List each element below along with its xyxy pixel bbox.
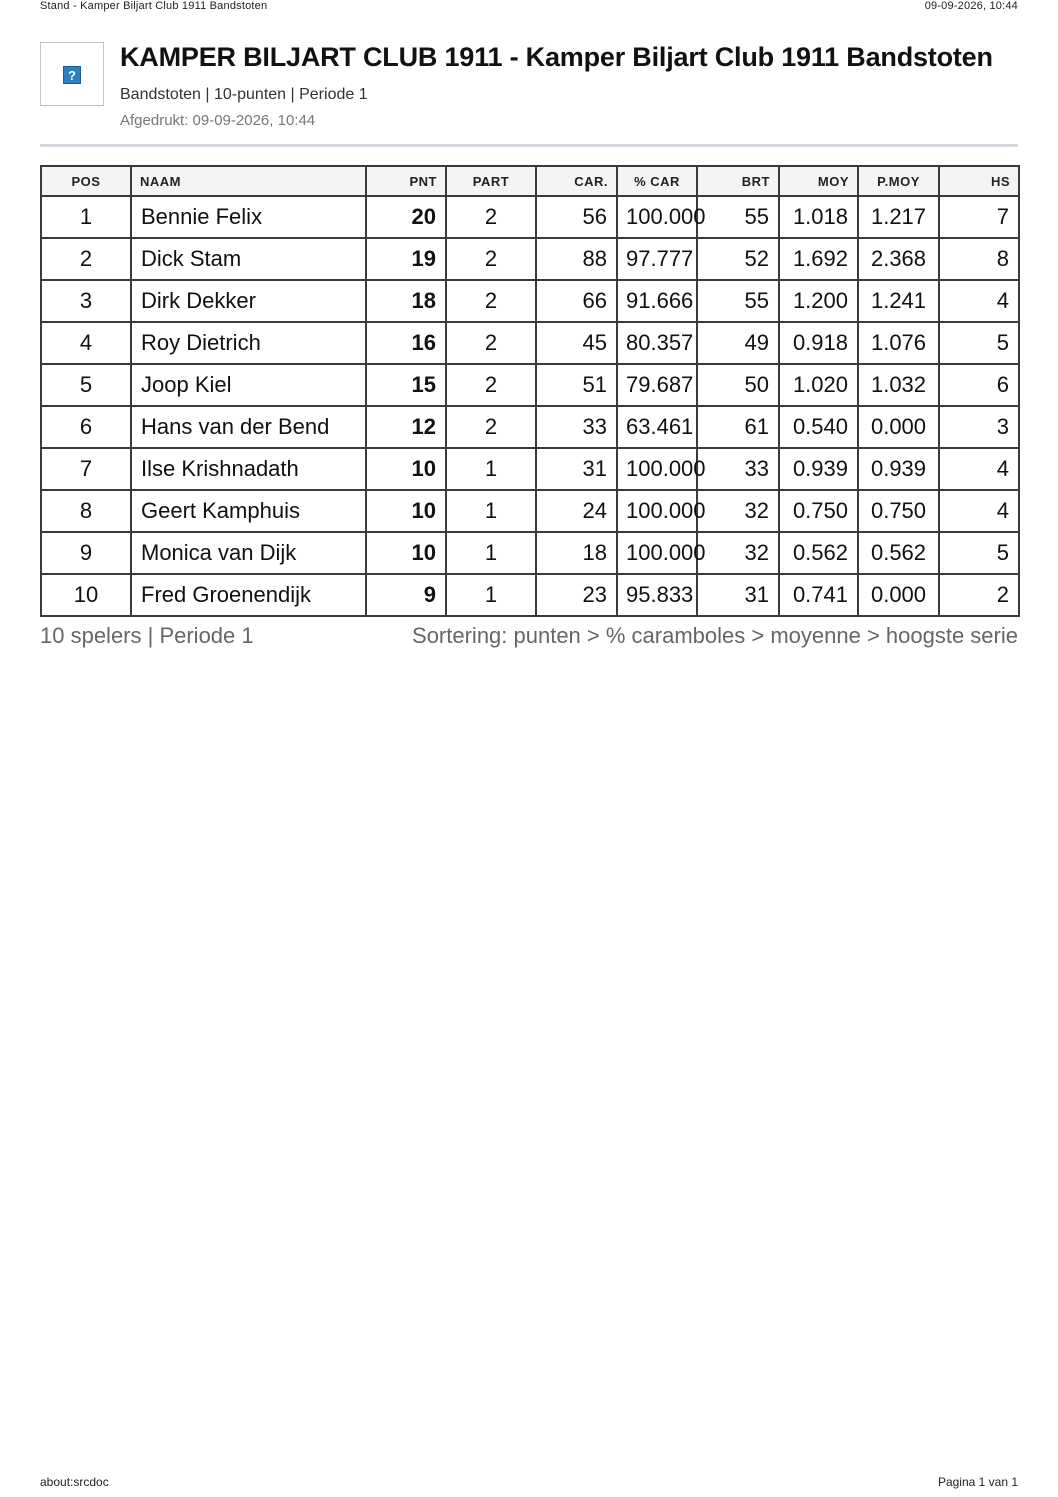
cell-naam: Dirk Dekker xyxy=(131,280,366,322)
cell-pnt: 20 xyxy=(366,196,446,238)
cell-moy: 0.750 xyxy=(779,490,858,532)
cell-part: 2 xyxy=(446,406,536,448)
col-header-brt: BRT xyxy=(697,166,779,196)
cell-naam: Hans van der Bend xyxy=(131,406,366,448)
cell-pnt: 15 xyxy=(366,364,446,406)
table-row xyxy=(41,532,1019,574)
cell-naam: Roy Dietrich xyxy=(131,322,366,364)
col-header-pct-car: % CAR xyxy=(617,166,697,196)
cell-moy: 1.200 xyxy=(779,280,858,322)
table-row xyxy=(41,574,1019,616)
cell-car: 88 xyxy=(536,238,617,280)
cell-pmoy: 1.032 xyxy=(858,364,939,406)
cell-car: 66 xyxy=(536,280,617,322)
table-row xyxy=(41,406,1019,448)
cell-car: 45 xyxy=(536,322,617,364)
cell-pct-car: 80.357 xyxy=(617,322,697,364)
sort-order: Sortering: punten > % caramboles > moyenne > hoogste serie xyxy=(412,623,1018,648)
cell-hs: 8 xyxy=(939,238,1019,280)
cell-brt: 33 xyxy=(697,448,779,490)
cell-brt: 32 xyxy=(697,532,779,574)
col-header-pnt: PNT xyxy=(366,166,446,196)
col-header-hs: HS xyxy=(939,166,1019,196)
cell-brt: 61 xyxy=(697,406,779,448)
cell-car: 24 xyxy=(536,490,617,532)
page-title: KAMPER BILJART CLUB 1911 - Kamper Biljart Club 1911 Bandstoten xyxy=(120,42,993,72)
cell-pos: 4 xyxy=(41,322,131,364)
cell-part: 1 xyxy=(446,532,536,574)
cell-part: 1 xyxy=(446,490,536,532)
table-summary xyxy=(40,623,1018,653)
cell-hs: 5 xyxy=(939,322,1019,364)
cell-naam: Fred Groenendijk xyxy=(131,574,366,616)
cell-brt: 32 xyxy=(697,490,779,532)
cell-hs: 5 xyxy=(939,532,1019,574)
club-logo xyxy=(40,42,104,106)
cell-pos: 8 xyxy=(41,490,131,532)
cell-pos: 7 xyxy=(41,448,131,490)
cell-pos: 2 xyxy=(41,238,131,280)
cell-moy: 0.939 xyxy=(779,448,858,490)
cell-pos: 9 xyxy=(41,532,131,574)
print-header-title: Stand - Kamper Biljart Club 1911 Bandstoten xyxy=(40,0,268,12)
report-header xyxy=(40,40,1018,148)
col-header-car: CAR. xyxy=(536,166,617,196)
cell-pnt: 12 xyxy=(366,406,446,448)
cell-pct-car: 63.461 xyxy=(617,406,697,448)
broken-image-icon: ? xyxy=(63,66,81,84)
cell-pnt: 9 xyxy=(366,574,446,616)
col-header-part: PART xyxy=(446,166,536,196)
cell-hs: 4 xyxy=(939,448,1019,490)
cell-car: 51 xyxy=(536,364,617,406)
cell-brt: 31 xyxy=(697,574,779,616)
print-footer xyxy=(40,1475,1018,1497)
cell-pnt: 10 xyxy=(366,448,446,490)
cell-moy: 0.741 xyxy=(779,574,858,616)
col-header-moy: MOY xyxy=(779,166,858,196)
cell-pos: 10 xyxy=(41,574,131,616)
cell-car: 56 xyxy=(536,196,617,238)
table-row xyxy=(41,280,1019,322)
print-footer-url: about:srcdoc xyxy=(40,1475,109,1489)
cell-pct-car: 100.000 xyxy=(617,532,697,574)
cell-pct-car: 95.833 xyxy=(617,574,697,616)
cell-pnt: 10 xyxy=(366,532,446,574)
page-subtitle: Bandstoten | 10-punten | Periode 1 xyxy=(120,86,368,103)
cell-pct-car: 97.777 xyxy=(617,238,697,280)
cell-moy: 0.562 xyxy=(779,532,858,574)
cell-moy: 0.918 xyxy=(779,322,858,364)
cell-moy: 0.540 xyxy=(779,406,858,448)
cell-brt: 55 xyxy=(697,196,779,238)
cell-pos: 6 xyxy=(41,406,131,448)
cell-naam: Dick Stam xyxy=(131,238,366,280)
cell-pmoy: 1.241 xyxy=(858,280,939,322)
cell-pct-car: 100.000 xyxy=(617,196,697,238)
cell-pmoy: 1.076 xyxy=(858,322,939,364)
col-header-pmoy: P.MOY xyxy=(858,166,939,196)
cell-pct-car: 100.000 xyxy=(617,448,697,490)
print-header xyxy=(40,0,1018,14)
col-header-naam: NAAM xyxy=(131,166,366,196)
cell-brt: 52 xyxy=(697,238,779,280)
cell-pnt: 18 xyxy=(366,280,446,322)
col-header-pos: POS xyxy=(41,166,131,196)
cell-pct-car: 100.000 xyxy=(617,490,697,532)
table-header-row xyxy=(41,166,1019,196)
cell-car: 23 xyxy=(536,574,617,616)
cell-pnt: 16 xyxy=(366,322,446,364)
cell-naam: Geert Kamphuis xyxy=(131,490,366,532)
standings-table xyxy=(40,165,1020,617)
cell-pmoy: 2.368 xyxy=(858,238,939,280)
cell-brt: 49 xyxy=(697,322,779,364)
cell-pos: 1 xyxy=(41,196,131,238)
cell-car: 33 xyxy=(536,406,617,448)
cell-moy: 1.018 xyxy=(779,196,858,238)
cell-part: 2 xyxy=(446,196,536,238)
table-row xyxy=(41,364,1019,406)
cell-part: 1 xyxy=(446,448,536,490)
cell-pct-car: 79.687 xyxy=(617,364,697,406)
cell-naam: Monica van Dijk xyxy=(131,532,366,574)
cell-moy: 1.020 xyxy=(779,364,858,406)
header-divider xyxy=(40,144,1018,147)
table-row xyxy=(41,322,1019,364)
cell-hs: 7 xyxy=(939,196,1019,238)
cell-hs: 6 xyxy=(939,364,1019,406)
cell-hs: 4 xyxy=(939,280,1019,322)
cell-brt: 55 xyxy=(697,280,779,322)
cell-pnt: 10 xyxy=(366,490,446,532)
cell-part: 2 xyxy=(446,364,536,406)
cell-naam: Ilse Krishnadath xyxy=(131,448,366,490)
table-row xyxy=(41,448,1019,490)
cell-hs: 4 xyxy=(939,490,1019,532)
cell-moy: 1.692 xyxy=(779,238,858,280)
cell-car: 31 xyxy=(536,448,617,490)
print-header-datetime: 09-09-2026, 10:44 xyxy=(924,0,1018,12)
cell-part: 2 xyxy=(446,280,536,322)
page-number: Pagina 1 van 1 xyxy=(937,1475,1018,1489)
cell-hs: 3 xyxy=(939,406,1019,448)
cell-hs: 2 xyxy=(939,574,1019,616)
printed-timestamp: Afgedrukt: 09-09-2026, 10:44 xyxy=(120,112,316,129)
table-row xyxy=(41,238,1019,280)
cell-naam: Bennie Felix xyxy=(131,196,366,238)
cell-naam: Joop Kiel xyxy=(131,364,366,406)
cell-pmoy: 0.000 xyxy=(858,406,939,448)
cell-pmoy: 0.939 xyxy=(858,448,939,490)
cell-pnt: 19 xyxy=(366,238,446,280)
cell-pos: 5 xyxy=(41,364,131,406)
cell-pct-car: 91.666 xyxy=(617,280,697,322)
cell-part: 2 xyxy=(446,322,536,364)
cell-part: 1 xyxy=(446,574,536,616)
table-row xyxy=(41,196,1019,238)
cell-pmoy: 0.750 xyxy=(858,490,939,532)
cell-pmoy: 0.562 xyxy=(858,532,939,574)
cell-car: 18 xyxy=(536,532,617,574)
cell-pmoy: 1.217 xyxy=(858,196,939,238)
player-count: 10 spelers | Periode 1 xyxy=(40,623,254,648)
cell-pos: 3 xyxy=(41,280,131,322)
cell-pmoy: 0.000 xyxy=(858,574,939,616)
cell-part: 2 xyxy=(446,238,536,280)
cell-brt: 50 xyxy=(697,364,779,406)
table-row xyxy=(41,490,1019,532)
